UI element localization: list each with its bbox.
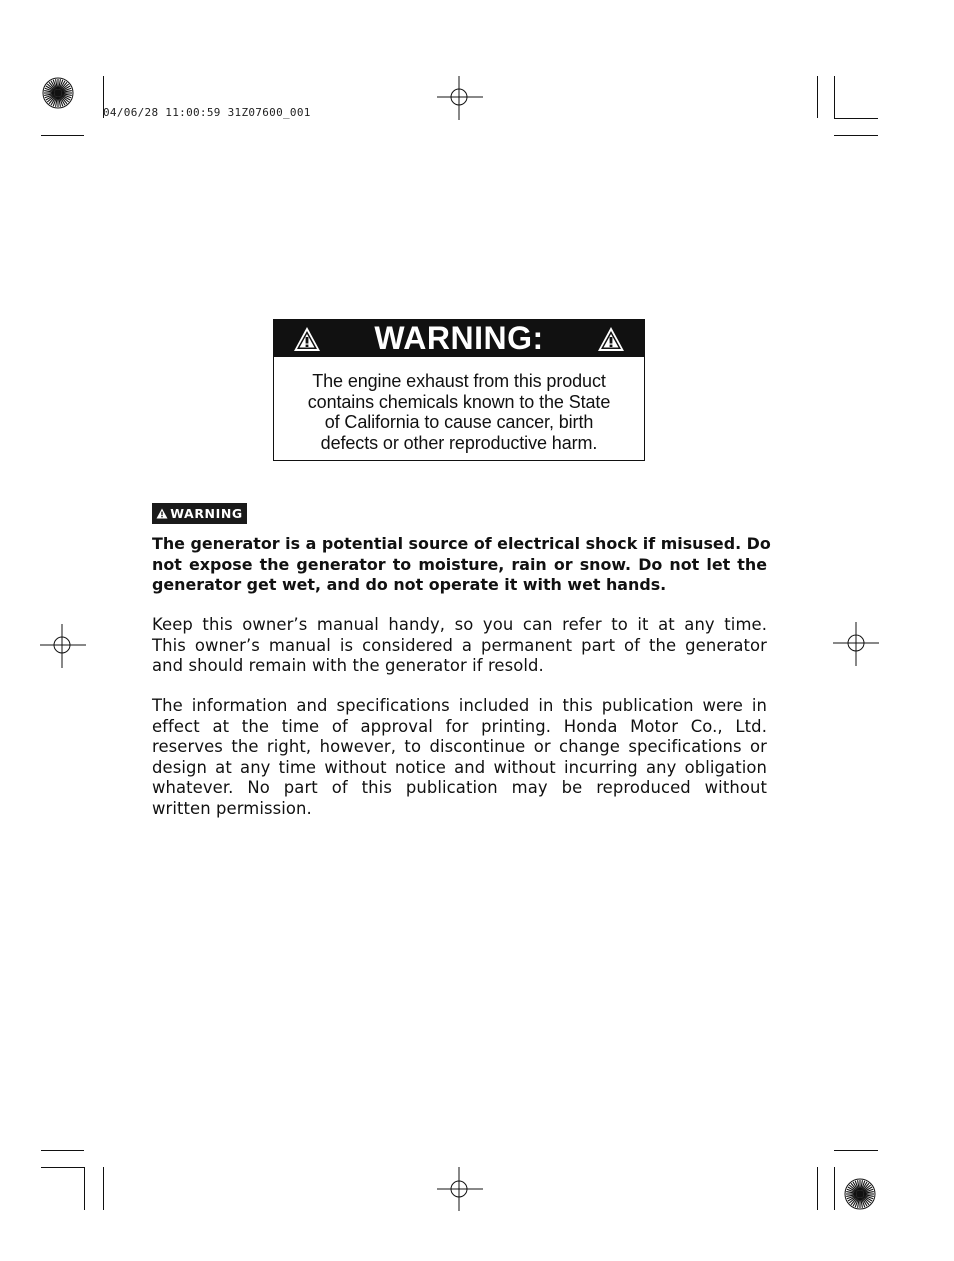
warning-title: WARNING: [374, 320, 544, 356]
warning-text [274, 357, 644, 453]
paragraph-line: effect at the time of approval for printing. Honda Motor Co., Ltd. [152, 716, 767, 736]
paragraph-line: whatever. No part of this publication may be reproduced without [152, 778, 767, 797]
registration-starburst-icon [843, 1177, 877, 1211]
registration-crosshair-icon [40, 624, 86, 668]
warning-badge-label: WARNING [170, 506, 243, 521]
warning-triangle-icon [156, 508, 168, 519]
paragraph-line: generator get wet, and do not operate it with wet hands. [152, 575, 667, 594]
paragraph-line: Keep this owner’s manual handy, so you can refer to it at any time. [152, 615, 767, 634]
shock-warning-paragraph [152, 534, 771, 596]
print-timestamp: 04/06/28 11:00:59 31Z07600_001 [103, 106, 311, 119]
paragraph-line: This owner’s manual is considered a permanent part of the generator [152, 635, 767, 655]
california-warning-box [273, 319, 645, 461]
registration-crosshair-icon [437, 1167, 483, 1211]
warning-line: of California to cause cancer, birth [324, 412, 594, 432]
paragraph-line: written permission. [152, 798, 312, 818]
manual-handy-paragraph [152, 615, 767, 677]
registration-crosshair-icon [833, 622, 879, 666]
warning-line: contains chemicals known to the State [307, 391, 611, 412]
warning-line: defects or other reproductive harm. [320, 432, 598, 453]
specifications-paragraph [152, 696, 767, 819]
registration-crosshair-icon [437, 76, 483, 120]
warning-triangle-icon [597, 326, 625, 352]
paragraph-line: design at any time without notice and without incurring any obligation [152, 757, 767, 777]
paragraph-line: The generator is a potential source of electrical shock if misused. Do [152, 534, 771, 553]
paragraph-line: reserves the right, however, to discontinue or change specifications or [152, 737, 767, 756]
registration-starburst-icon [41, 76, 75, 110]
paragraph-line: and should remain with the generator if resold. [152, 656, 544, 675]
warning-line: The engine exhaust from this product [312, 371, 606, 391]
warning-badge [152, 503, 247, 524]
paragraph-line: not expose the generator to moisture, rain or snow. Do not let the [152, 554, 767, 574]
paragraph-line: The information and specifications included in this publication were in [152, 696, 767, 715]
warning-header [274, 320, 644, 357]
